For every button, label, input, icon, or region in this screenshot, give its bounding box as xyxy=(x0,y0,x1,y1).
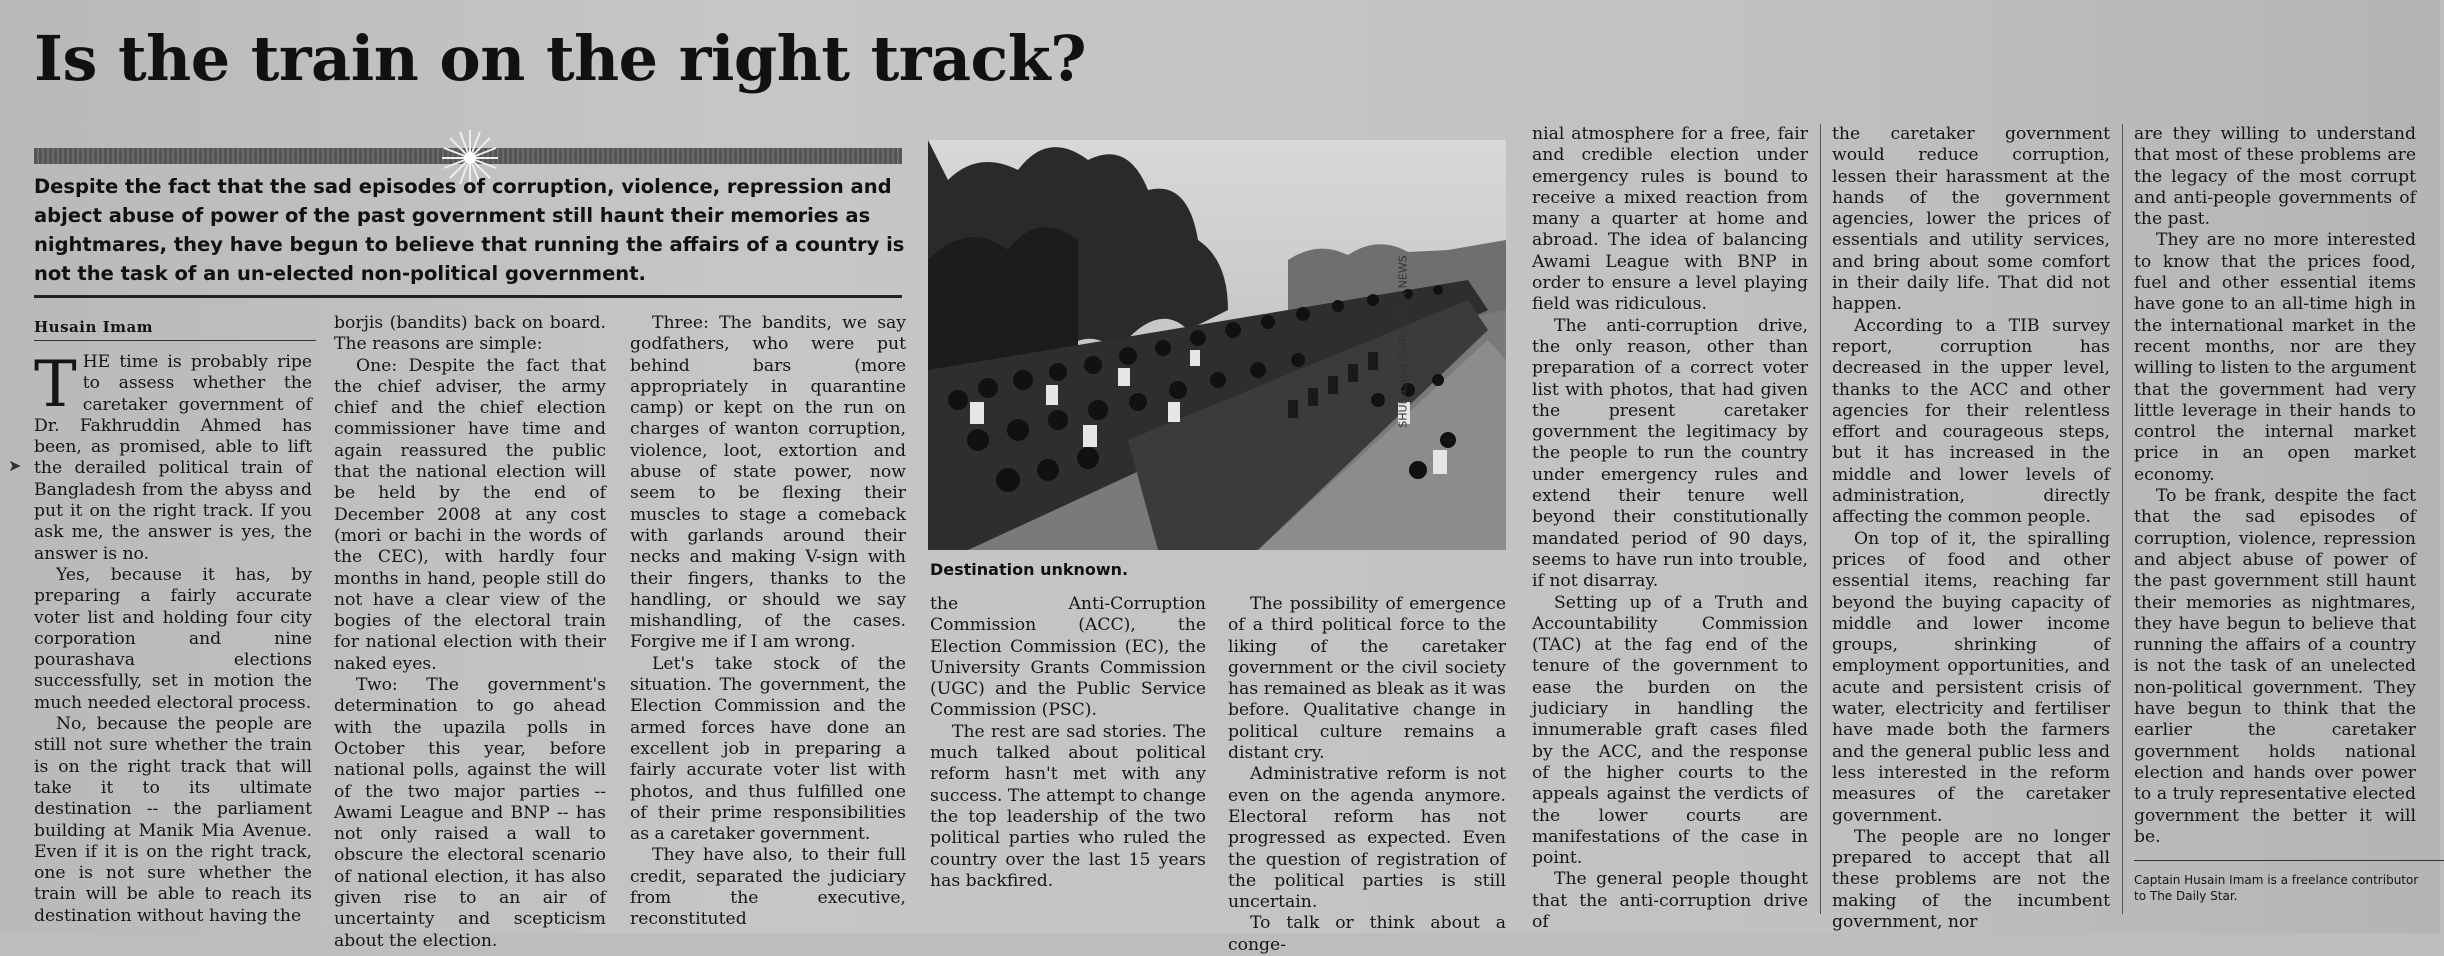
paragraph: borjis (bandits) back on board. The reasons are simple: xyxy=(334,313,606,355)
paragraph: Administrative reform is not even on the agenda anymore. Electoral reform has not progressed as expected. Even the question of registration of the political parties is still uncertain. xyxy=(1228,764,1506,913)
headline: Is the train on the right track? xyxy=(34,22,1087,95)
deck-rule xyxy=(34,295,902,298)
paragraph: Let's take stock of the situation. The government, the Election Commission and the armed forces have done an excellent job in preparing a fairly accurate voter list with photos, and thus fulfilled one of their prime responsibilities as a caretaker government. xyxy=(630,653,906,845)
column-6 xyxy=(1532,124,1808,933)
lead-paragraph: THE time is probably ripe to assess whether the caretaker government of Dr. Fakhruddin Ahmed has been, as promised, able to lift the derailed political train of Bangladesh from the abyss and put it on the right track. If you ask me, the answer is yes, the answer is no. xyxy=(34,348,312,564)
drop-cap: T xyxy=(34,348,77,422)
column-rule xyxy=(2122,124,2123,914)
paragraph: To be frank, despite the fact that the sad episodes of corruption, violence, repression and abject abuse of power of the past government still haunt their memories as nightmares, they have begun to believe that running the affairs of a country is not the task of an unelected non-political government. They have begun to think that the earlier the caretaker government holds national election and hands over power to a truly representative elected government the better it will be. xyxy=(2134,486,2416,847)
byline-rule xyxy=(34,340,316,341)
column-2 xyxy=(334,313,606,952)
crowded-train-photo xyxy=(928,140,1506,550)
byline: Husain Imam xyxy=(34,318,154,336)
paragraph: Setting up of a Truth and Accountability Commission (TAC) at the fag end of the tenure of the government to ease the burden on the judiciary in handling the innumerable graft cases filed by the ACC, and the response of the higher courts to the appeals against the verdicts of the lower courts are manifestations of the case in point. xyxy=(1532,592,1808,869)
photo-caption: Destination unknown. xyxy=(930,560,1129,579)
paragraph: Three: The bandits, we say godfathers, who were put behind bars (more appropriately in quarantine camp) or kept on the run on charges of wanton corruption, violence, loot, extortion and abuse of state power, now seem to be flexing their muscles to stage a comeback with garlands around their necks and making V-sign with their fingers, thanks to the handling, or should we say mishandling, of the cases. Forgive me if I am wrong. xyxy=(630,313,906,653)
author-bio: Captain Husain Imam is a freelance contributor to The Daily Star. xyxy=(2134,873,2419,903)
paragraph: Yes, because it has, by preparing a fairly accurate voter list and holding four city corporation and nine pourashava elections successfully, set in motion the much needed electoral process. xyxy=(34,564,312,713)
column-1 xyxy=(34,348,312,927)
paragraph: According to a TIB survey report, corruption has decreased in the upper level, thanks to the ACC and other agencies for their relentless effort and courageous steps, but it has increased in the middle and lower levels of administration, directly affecting the common people. xyxy=(1832,315,2110,528)
paragraph: No, because the people are still not sure whether the train is on the right track that will take it to its ultimate destination -- the parliament building at Manik Mia Avenue. Even if it is on the right track, one is not sure whether the train will be able to reach its destination without having the xyxy=(34,714,312,926)
column-4 xyxy=(930,594,1206,892)
paragraph: Two: The government's determination to go ahead with the upazila polls in October this year, before national polls, against the will of the two major parties -- Awami League and BNP -- has not only raised a wall to obscure the electoral scenario of national election, it has also given rise to an air of uncertainty and scepticism about the election. xyxy=(334,675,606,951)
paragraph: The people are no longer prepared to accept that all these problems are not the making of the incumbent government, nor xyxy=(1832,826,2110,932)
column-5 xyxy=(1228,594,1506,956)
deck-text: Despite the fact that the sad episodes of corruption, violence, repression and abject abuse of power of the past government still haunt their memories as nightmares, they have begun to believe that running the affairs of a country is not the task of an un-elected non-political government. xyxy=(34,175,905,285)
paragraph: nial atmosphere for a free, fair and credible election under emergency rules is bound to receive a mixed reaction from many a quarter at home and abroad. The idea of balancing Awami League with BNP in order to ensure a level playing field was ridiculous. xyxy=(1532,124,1808,315)
paragraph: are they willing to understand that most of these problems are the legacy of the most corrupt and anti-people governments of the past. xyxy=(2134,124,2416,230)
paragraph: On top of it, the spiralling prices of food and other essential items, reaching far beyond the buying capacity of middle and lower income groups, shrinking of employment opportunities, and acute and persistent crisis of water, electricity and fertiliser have made both the farmers and the general public less and less interested in the reform measures of the caretaker government. xyxy=(1832,528,2110,826)
column-3 xyxy=(630,313,906,931)
paragraph: The anti-corruption drive, the only reason, other than preparation of a correct voter list with photos, that had given the present caretaker government the legitimacy by the people to run the country under emergency rules and extend their tenure well beyond their constitutionally mandated period of 90 days, seems to have run into trouble, if not disarray. xyxy=(1532,315,1808,592)
paragraph: The rest are sad stories. The much talked about political reform hasn't met with any success. The attempt to change the top leadership of the two political parties who ruled the country over the last 15 years has backfired. xyxy=(930,721,1206,891)
paragraph: the caretaker government would reduce corruption, lessen their harassment at the hands of the government agencies, lower the prices of essentials and utility services, and bring about some comfort in their daily life. That did not happen. xyxy=(1832,124,2110,315)
column-8 xyxy=(2134,124,2416,848)
paragraph: the Anti-Corruption Commission (ACC), the Election Commission (EC), the University Grants Commission (UGC) and the Public Service Commission (PSC). xyxy=(930,594,1206,721)
paragraph: They have also, to their full credit, separated the judiciary from the executive, reconstituted xyxy=(630,845,906,930)
paragraph: To talk or think about a conge- xyxy=(1228,913,1506,955)
photo-credit: SHUBASISH BARUA/DRIK NEWS xyxy=(1396,255,1410,428)
paragraph: One: Despite the fact that the chief adviser, the army chief and the chief election commissioner have time and again reassured the public that the national election will be held by the end of December 2008 at any cost (mori or bachi in the words of the CEC), with hardly four months in hand, people still do not have a clear view of the bogies of the electoral train for national election with their naked eyes. xyxy=(334,355,606,674)
paragraph: They are no more interested to know that the prices food, fuel and other essential items have gone to an all-time high in the international market in the recent months, nor are they willing to listen to the argument that the government had very little leverage in their hands to control the internal market price in an open market economy. xyxy=(2134,230,2416,485)
margin-arrow-icon: ➤ xyxy=(8,456,22,475)
news-photo xyxy=(928,140,1506,550)
column-7 xyxy=(1832,124,2110,933)
paragraph: The general people thought that the anti-corruption drive of xyxy=(1532,869,1808,932)
bio-rule xyxy=(2134,860,2444,861)
paragraph: The possibility of emergence of a third political force to the liking of the caretaker government or the civil society has remained as bleak as it was before. Qualitative change in political culture remains a distant cry. xyxy=(1228,594,1506,764)
column-rule xyxy=(1820,124,1821,914)
